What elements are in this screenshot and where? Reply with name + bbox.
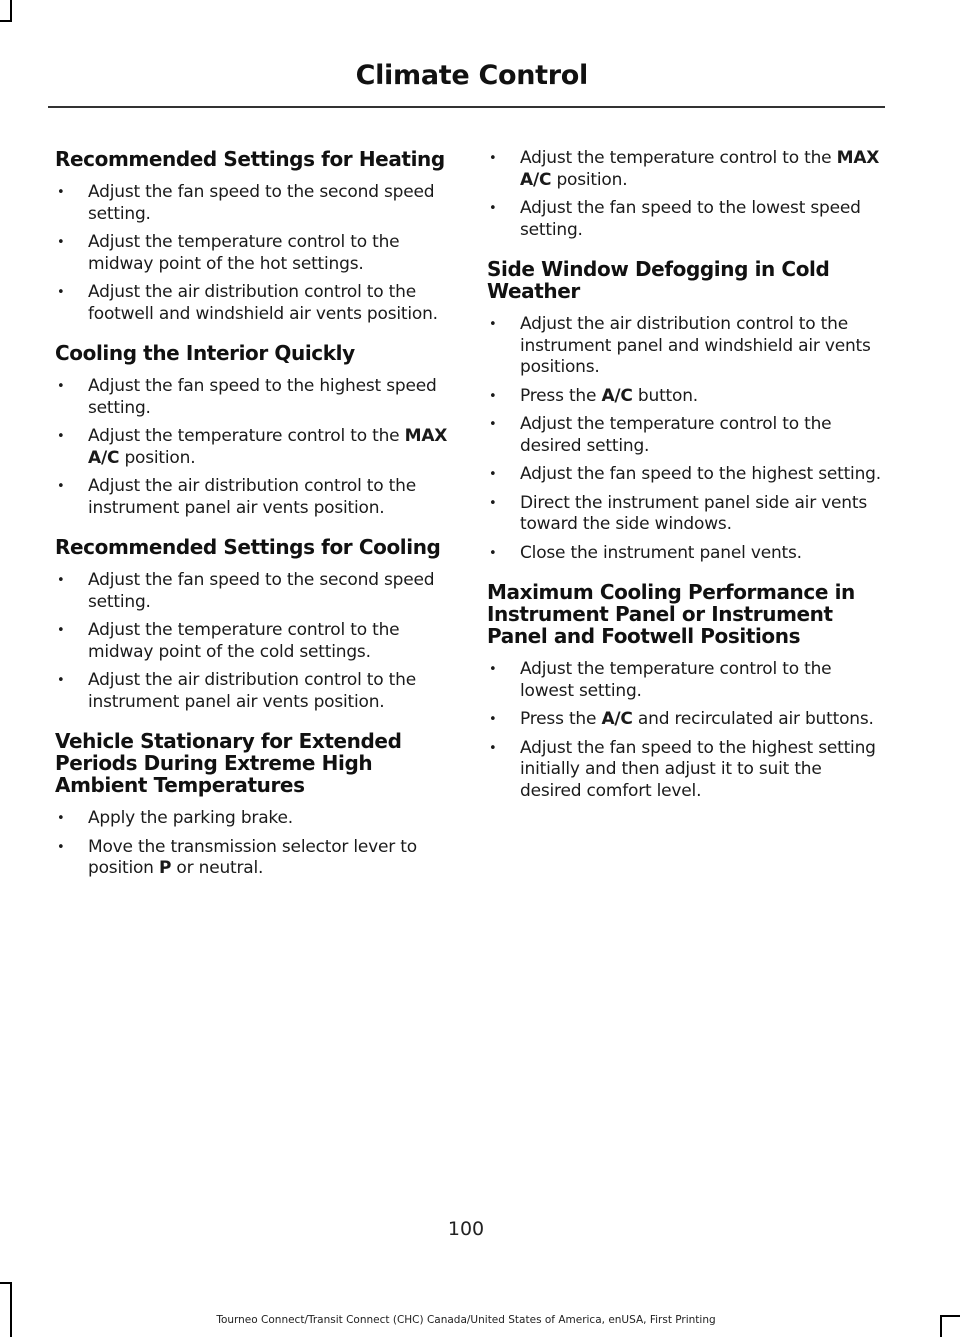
list-item [55,476,450,519]
item-text: Adjust the air distribution control to the instrument panel air vents position. [88,670,416,712]
item-text: Press the [520,709,602,729]
list-item [487,543,882,565]
emphasis-text: A/C [601,709,633,729]
page-number: 100 [447,1218,485,1240]
list-item [55,182,450,225]
page-title: Climate Control [355,60,588,91]
section-heading: Side Window Defogging in Cold Weather [487,257,830,303]
list-item [55,426,450,469]
list-item [55,837,450,880]
list-item [487,386,882,408]
item-text: Adjust the fan speed to the lowest speed setting. [520,198,861,240]
crop-mark-top-left-h [0,20,12,22]
list-item [55,808,450,830]
bullet-list [55,376,450,519]
list-item [487,198,882,241]
bullet-list [487,659,882,802]
item-text: Adjust the fan speed to the highest setting. [520,464,881,484]
list-item [487,148,882,191]
list-item [55,282,450,325]
section-heading: Recommended Settings for Heating [55,147,445,171]
crop-mark-bottom-right [940,1315,942,1337]
bullet-list [55,808,450,880]
item-text: or neutral. [171,858,264,878]
item-text: button. [632,385,698,406]
item-text: and recirculated air buttons. [632,709,874,729]
crop-mark-bottom-left [10,1282,12,1337]
section-heading: Maximum Cooling Performance in Instrument Panel or Instrument Panel and Footwell Positions [487,580,855,648]
list-item [55,232,450,275]
section-heading: Recommended Settings for Cooling [55,535,441,559]
crop-mark-bottom-right-h [940,1315,960,1317]
item-text: Close the instrument panel vents. [520,542,802,563]
list-item [55,670,450,713]
item-text: Direct the instrument panel side air vents toward the side windows. [520,492,868,534]
bullet-list [55,570,450,713]
item-text: Adjust the air distribution control to the footwell and windshield air vents position. [88,282,438,324]
item-text: Adjust the temperature control to the [88,426,405,446]
list-item [55,620,450,663]
right-column [487,148,882,819]
item-text: Adjust the temperature control to the lowest setting. [520,659,832,701]
section-heading: Vehicle Stationary for Extended Periods During Extreme High Ambient Temperatures [55,729,402,797]
item-text: Adjust the fan speed to the highest speed setting. [88,376,437,418]
list-item [487,709,882,731]
item-text: Press the [520,385,602,406]
item-text: Adjust the fan speed to the second speed setting. [88,182,435,224]
emphasis-text: P [158,858,172,878]
item-text: Adjust the fan speed to the highest setting initially and then adjust it to suit the desired comfort level. [520,737,876,801]
crop-mark-bottom-left-h [0,1282,12,1284]
bullet-list [55,182,450,325]
list-item [55,376,450,419]
list-item [487,464,882,486]
crop-mark-top-left [10,0,12,22]
footer-text: Tourneo Connect/Transit Connect (CHC) Canada/United States of America, enUSA, First Printing [216,1314,716,1326]
item-text: Adjust the temperature control to the desired setting. [520,414,832,456]
bullet-list [487,314,882,564]
list-item [487,314,882,379]
emphasis-text: A/C [601,385,633,406]
left-column [55,148,450,897]
item-text: Adjust the fan speed to the second speed setting. [88,570,435,612]
list-item [487,493,882,536]
bullet-list [487,148,882,241]
item-text: Adjust the air distribution control to the instrument panel and windshield air vents positions. [520,314,871,377]
item-text: position. [119,447,196,468]
item-text: Move the transmission selector lever to position [88,836,417,878]
list-item [487,738,882,803]
item-text: position. [551,169,628,190]
item-text: Apply the parking brake. [88,808,293,828]
header-divider [48,106,885,108]
list-item [55,570,450,613]
item-text: Adjust the temperature control to the midway point of the cold settings. [88,620,400,662]
list-item [487,414,882,457]
list-item [487,659,882,702]
section-heading: Cooling the Interior Quickly [55,341,355,365]
item-text: Adjust the temperature control to the [520,148,837,168]
emphasis-text: MAX A/C [520,148,880,190]
item-text: Adjust the air distribution control to the instrument panel air vents position. [88,476,416,518]
item-text: Adjust the temperature control to the midway point of the hot settings. [88,232,400,274]
emphasis-text: MAX A/C [88,426,448,468]
